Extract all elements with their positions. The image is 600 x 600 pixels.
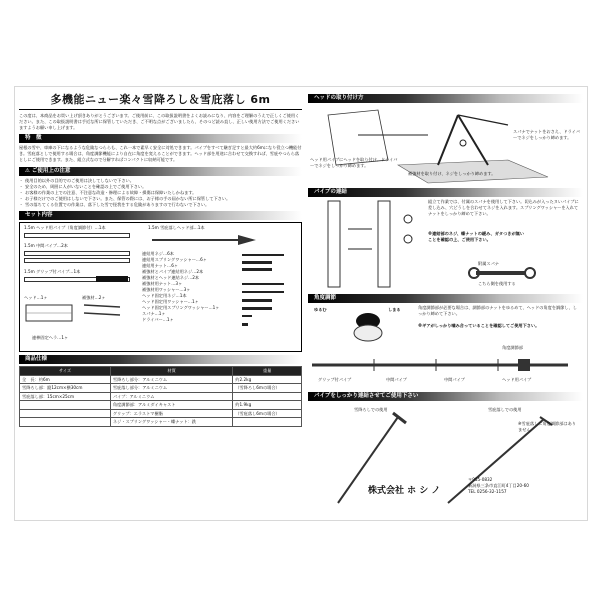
angle-text: 角度調節部が必要な場合は、調節部のナットをゆるめて、ヘッドの角度を調節し、しっかり締めて下さい。 xyxy=(418,305,577,316)
wrench-label: 連棒固定ヘラ…1ヶ xyxy=(32,335,69,341)
middle-pipe-drawing xyxy=(24,258,130,263)
caution-item: ・ お客様の作業の上での注意、不注意な改造・修理による故障・損傷は保障いたしかねます。 xyxy=(25,190,302,196)
head-note-1: ヘッド用パイプにヘッドを取り付け、ドライバーでネジをしっかり締めます。 xyxy=(310,157,398,168)
part-item: 補強材とヘッド連結ネジ…2本 xyxy=(142,275,200,281)
angle-part-label: 角度調節部 xyxy=(502,345,523,350)
cautions-list xyxy=(19,178,302,208)
use-figure xyxy=(308,403,583,513)
use-cornice-note: ※雪庇落しに角度調節部はありません xyxy=(518,421,576,432)
caution-item: ・ 安全のため、周囲に人がいないことを確認の上でご使用下さい。 xyxy=(25,184,302,190)
cautions-heading xyxy=(19,167,302,176)
head-pipe-label: 1.5m ヘッド用パイプ（角度調節付）…1本 xyxy=(24,225,106,231)
caution-item: ・ 使用目的以外の目的でのご使用は決してしないで下さい。 xyxy=(25,178,302,184)
pipe-connect-heading: パイプの連結 xyxy=(308,188,583,197)
use-drawing xyxy=(308,403,583,513)
head-pipe-drawing xyxy=(24,233,130,238)
angle-knob-drawing xyxy=(338,309,398,343)
features-heading: 特 徴 xyxy=(19,134,302,143)
snow-head-label: 1.5m 雪庇落しヘッド部…1本 xyxy=(148,225,205,231)
features-text: 屋根の雪や、車庫の下になるような危険なつららも、これ一本で素早く安全に対処できます。パイプをすべて継ぎ足すと最大約6mになり役立つ機能付き。雪庇落としで使用する場合は、角度調節機能により自在に角度を変えることができます。ヘッド部を用途に合わせて交換すれば、雪庇やつらら落としにご使用できます。また、組立式なので分解すればコンパクトに収納可能です。 xyxy=(19,145,302,163)
intro-text: この度は、本商品をお買い上げ頂きありがとうございます。ご使用前に、この取扱説明書をよくお読みになり、内容をご理解のうえで正しくご使用ください。また、この取扱説明書は手近な所に保管していただき、ご不明な点がございましたら、そのつど読み直し、正しい使用方法でご使用くださいますようお願い申し上げます。 xyxy=(19,113,300,131)
spec-row: 雪降ろし部：縦12cm×横30cm 雪庇落し部分：アルミニウム （雪降ろし6mの場合） xyxy=(20,384,302,393)
reinforce-drawing xyxy=(82,301,122,329)
use-heading: パイプをしっかり連結させてご使用下さい xyxy=(308,392,583,401)
part-item: スパナ…1ヶ xyxy=(142,311,166,317)
spec-header-weight: 重量 xyxy=(233,367,302,376)
head-attach-figure xyxy=(308,105,583,185)
part-mid1-label: 中間パイプ xyxy=(386,377,407,382)
spec-row: 全 長：約6m 雪降ろし部分：アルミニウム 約2.2kg xyxy=(20,375,302,384)
spec-row: 雪庇落し部：15cm×25cm パイプ：アルミニウム xyxy=(20,392,302,401)
angle-warning: ※ギアがしっかり噛み合っていることを確認してご使用下さい。 xyxy=(418,323,540,328)
postal-code: 〒955-0832 xyxy=(468,477,493,482)
angle-figure xyxy=(308,305,583,389)
spanner-note: こちら側を使用する xyxy=(478,281,516,286)
spec-row: グリップ：エラストマ樹脂 （雪庇落し6mの場合） xyxy=(20,409,302,418)
caution-item: ・ お子様だけでのご使用はしないで下さい。また、保管の際には、お子様の手の届かない所に保管して下さい。 xyxy=(25,196,302,202)
grip-drawing xyxy=(96,276,128,282)
tighten-label: しまる xyxy=(388,307,401,312)
snow-head-drawing xyxy=(152,233,260,247)
spec-row: ネジ・スプリングワッシャー・蝶ナット：鉄 xyxy=(20,418,302,427)
part-item: ドライバー…1ヶ xyxy=(142,317,174,323)
angle-heading: 角度調節 xyxy=(308,294,583,303)
part-item: ヘッド固定用スプリングワッシャー…1ヶ xyxy=(142,305,220,311)
spec-table xyxy=(19,366,302,427)
part-item: ヘッド固定用ネジ…1本 xyxy=(142,293,187,299)
company-tel: TEL 0256-32-1157 xyxy=(468,489,507,494)
caution-item: ・ 雪の落ちてくる位置での作業は、落下した雪で怪我をする危険がありますので行わないで下さい。 xyxy=(25,202,302,208)
assembled-pipe-drawing xyxy=(308,351,583,377)
part-item: 補強材用ナット…3ヶ xyxy=(142,281,183,287)
product-title: 多機能ニュー楽々雪降ろし＆雪庇落し 6m xyxy=(19,91,302,110)
loosen-label: ゆるむ xyxy=(314,307,327,312)
spec-heading: 商品仕様 xyxy=(19,355,302,364)
instruction-sheet xyxy=(14,86,588,521)
set-contents-box xyxy=(19,222,302,352)
pipe-connect-text: 組立て作業では、付属のスパナを使用して下さい。切込みが入ったヌいパイプに差し込み、穴どうしを合わせてネジを入れます。スプリングワッシャーを入れてナットをしっかり締めて下さい。 xyxy=(428,199,579,216)
middle-pipe-drawing xyxy=(24,251,130,256)
head-attach-heading: ヘッドの取り付け方 xyxy=(308,94,583,103)
head-note-3: スパナでナットをおさえ、ドライバーでネジをしっかり締めます。 xyxy=(513,129,580,140)
part-item: 連結用ナット…6ヶ xyxy=(142,263,179,269)
pipe-connect-drawing xyxy=(308,199,428,291)
middle-pipe-label: 1.5m 中間パイプ…2本 xyxy=(24,243,68,249)
left-column xyxy=(19,91,302,516)
spec-header-size: サイズ xyxy=(20,367,111,376)
head-drawing xyxy=(24,301,76,329)
spec-row: 角度調節部：アルミダイキャスト 約1.9kg xyxy=(20,401,302,410)
use-snow-label: 雪降ろしでの使用 xyxy=(354,407,388,412)
use-cornice-label: 雪庇落しでの使用 xyxy=(488,407,522,412)
part-item: ヘッド固定用ワッシャー…1ヶ xyxy=(142,299,199,305)
part-mid2-label: 中間パイプ xyxy=(444,377,465,382)
part-item: 補強材用ワッシャー…3ヶ xyxy=(142,287,191,293)
warning-icon: ⚠ ご使用上の注意 xyxy=(25,167,71,174)
right-column xyxy=(308,91,583,516)
part-item: 補強材とパイプ連結用ネジ…2本 xyxy=(142,269,204,275)
part-item: 連結用スプリングワッシャー…6ヶ xyxy=(142,257,207,263)
set-heading: セット内容 xyxy=(19,211,302,220)
spanner-icon xyxy=(468,267,538,279)
part-head-label: ヘッド用パイプ xyxy=(502,377,532,382)
pipe-connect-figure xyxy=(308,199,583,291)
screws-icon xyxy=(238,251,296,343)
company-address: 新潟県三条市直江町4丁目20-60 xyxy=(468,483,529,488)
pipe-connect-warning: ※連結部のネジ、蝶ナットの緩み、ガタつきが無いことを確認の上、ご使用下さい。 xyxy=(428,231,525,242)
head-label: ヘッド…1ヶ xyxy=(24,295,48,301)
reinforce-label: 補強材…2ヶ xyxy=(82,295,106,301)
spanner-label: 附属スパナ xyxy=(478,261,499,266)
company-name: 株式会社 ホ シ ノ xyxy=(368,486,441,496)
head-note-2: 補強材を取り付け、ネジをしっかり締めます。 xyxy=(408,171,496,176)
part-grip-label: グリップ付パイプ xyxy=(318,377,352,382)
part-item: 連結用ネジ…6本 xyxy=(142,251,174,257)
grip-pipe-label: 1.5m グリップ付パイプ…1本 xyxy=(24,269,81,275)
spec-header-material: 材質 xyxy=(110,367,232,376)
